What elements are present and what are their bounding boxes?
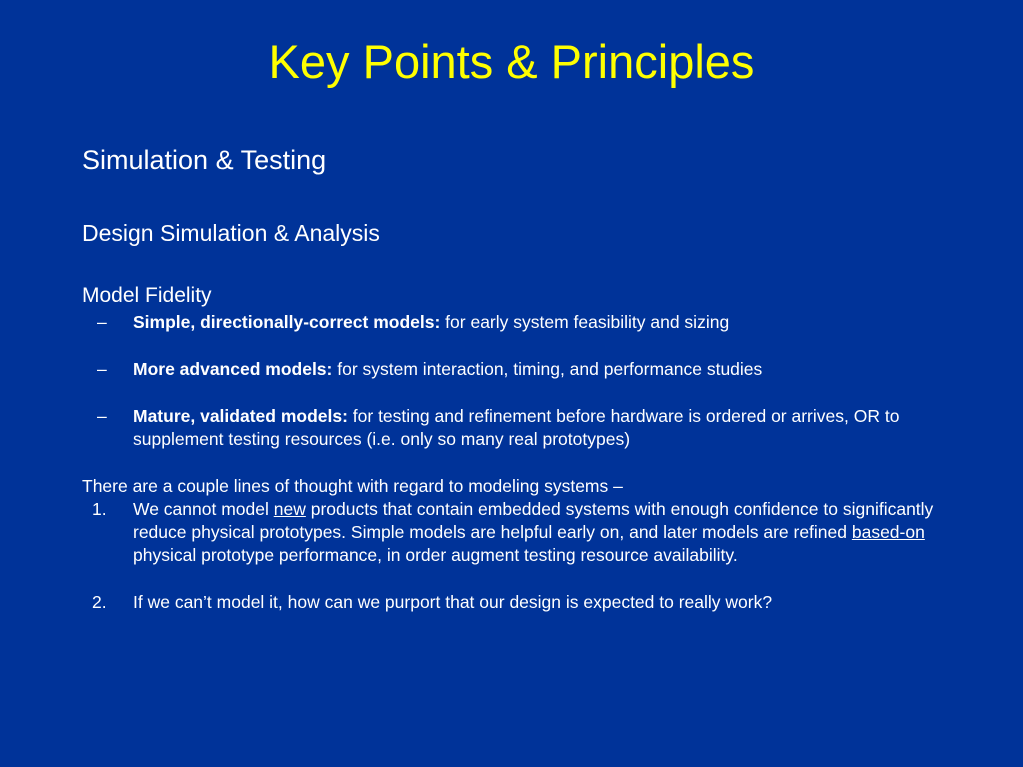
fidelity-item-bold: Mature, validated models: bbox=[133, 406, 348, 426]
fidelity-item-desc: for early system feasibility and sizing bbox=[440, 312, 730, 332]
fidelity-item-bold: Simple, directionally-correct models: bbox=[133, 312, 441, 332]
dash-marker: – bbox=[97, 312, 107, 332]
fidelity-item-desc: for testing and refinement before hardware is ordered or arrives, OR to supplement testing resources (i.e. only so many real prototypes) bbox=[133, 406, 900, 449]
numbered-item-text: If we can’t model it, how can we purport that our design is expected to really work? bbox=[133, 592, 773, 612]
heading-simulation-testing: Simulation & Testing bbox=[82, 145, 327, 175]
modeling-paragraph: There are a couple lines of thought with regard to modeling systems – bbox=[82, 476, 623, 496]
numbered-text-part: physical prototype performance, in order augment testing resource availability. bbox=[133, 545, 738, 565]
fidelity-item-desc: for system interaction, timing, and performance studies bbox=[332, 359, 763, 379]
heading-design-simulation: Design Simulation & Analysis bbox=[82, 220, 380, 246]
numbered-text-part: products that contain embedded systems with enough confidence to significantly reduce physical prototypes. Simple models are helpful early on, and later models are refined bbox=[133, 499, 934, 542]
dash-marker: – bbox=[97, 359, 107, 379]
underlined-based-on: based-on bbox=[851, 522, 925, 542]
heading-model-fidelity: Model Fidelity bbox=[82, 284, 212, 307]
fidelity-item-text bbox=[133, 311, 953, 334]
underlined-new: new bbox=[273, 499, 306, 519]
fidelity-item-text bbox=[133, 358, 953, 381]
number-marker: 2. bbox=[92, 592, 107, 612]
fidelity-item-text bbox=[133, 405, 953, 451]
numbered-item-text bbox=[133, 498, 968, 567]
numbered-text-part: We cannot model bbox=[133, 499, 274, 519]
fidelity-item-bold: More advanced models: bbox=[133, 359, 333, 379]
dash-marker: – bbox=[97, 406, 107, 426]
slide-title: Key Points & Principles bbox=[268, 35, 755, 88]
number-marker: 1. bbox=[92, 499, 107, 519]
